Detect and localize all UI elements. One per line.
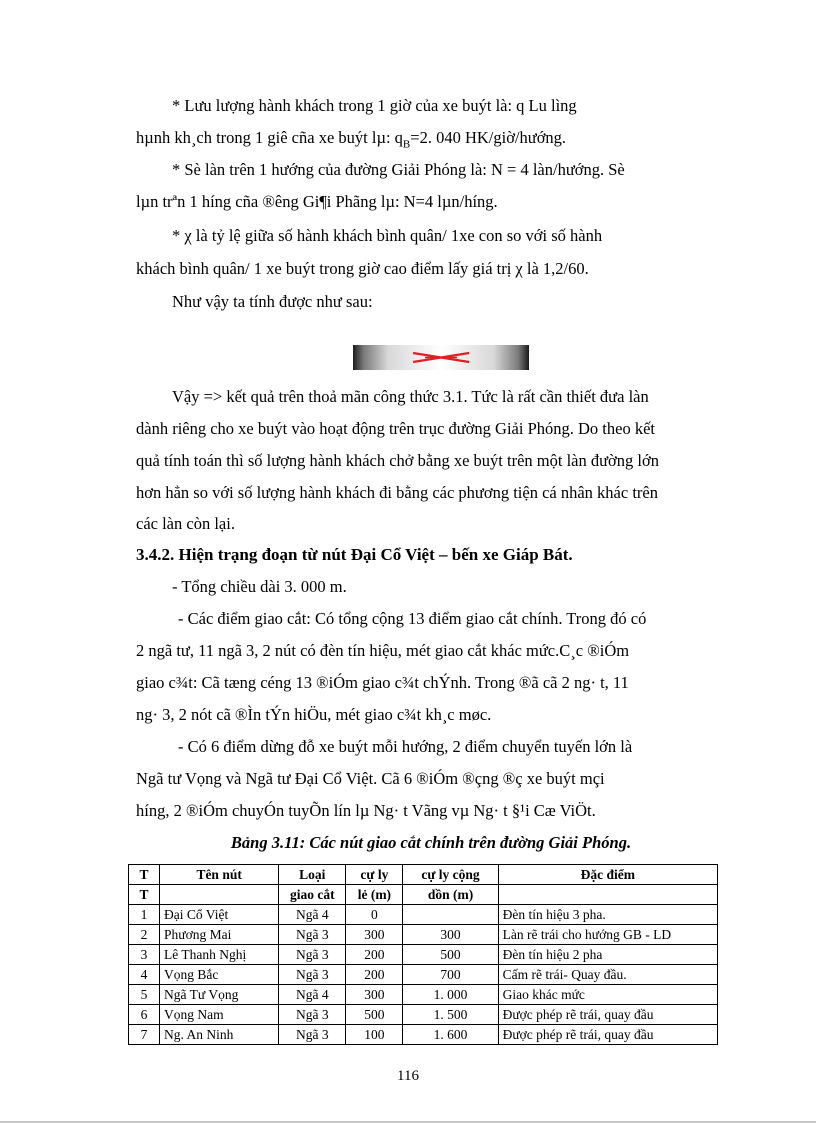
conclusion-line	[136, 514, 726, 534]
paragraph-text: - Tổng chiều dài 3. 000 m.	[172, 577, 347, 596]
table-cell: 0	[346, 905, 403, 925]
table-cell: Được phép rẽ trái, quay đầu	[498, 1025, 717, 1045]
table-cell: Ng. An Ninh	[160, 1025, 279, 1045]
header-cell: Loại	[279, 865, 346, 885]
paragraph-line	[172, 292, 762, 312]
table-cell: Phương Mai	[160, 925, 279, 945]
header-cell: T	[129, 865, 160, 885]
table-row	[129, 925, 718, 945]
table-cell: Ngã 4	[279, 985, 346, 1005]
section-line	[136, 641, 726, 661]
paragraph-line	[172, 160, 762, 180]
header-cell: Đặc điểm	[498, 865, 717, 885]
table-cell: 100	[346, 1025, 403, 1045]
table-cell: 1. 500	[403, 1005, 498, 1025]
conclusion-line	[136, 483, 726, 503]
table-cell: 300	[346, 925, 403, 945]
paragraph-text: lµn trªn 1 híng cña ®êng Gi¶i Phãng lµ: N=4 lµn/híng.	[136, 192, 498, 211]
paragraph-text: ng· 3, 2 nót cã ®Ìn tÝn hiÖu, mét giao c¾t kh¸c møc.	[136, 705, 492, 724]
table-row	[129, 985, 718, 1005]
table-cell: 4	[129, 965, 160, 985]
table-row	[129, 965, 718, 985]
table-cell: 1	[129, 905, 160, 925]
table-cell: Ngã 3	[279, 965, 346, 985]
table-cell: 6	[129, 1005, 160, 1025]
table-cell: 3	[129, 945, 160, 965]
table-cell: Ngã 3	[279, 1005, 346, 1025]
paragraph-text: - Các điểm giao cắt: Có tổng cộng 13 điểm giao cắt chính. Trong đó có	[178, 609, 647, 628]
table-cell: Lê Thanh Nghị	[160, 945, 279, 965]
paragraph-text: giao c¾t: Cã tæng céng 13 ®iÓm giao c¾t chÝnh. Trong ®ã cã 2 ng· t, 11	[136, 673, 629, 692]
table-cell: Đèn tín hiệu 3 pha.	[498, 905, 717, 925]
subscript: B	[402, 138, 411, 151]
table-cell: Đại Cổ Việt	[160, 905, 279, 925]
header-cell	[160, 885, 279, 905]
paragraph-text: hơn hẳn so với số lượng hành khách đi bằng các phương tiện cá nhân khác trên	[136, 483, 658, 502]
table-header-row	[129, 865, 718, 885]
paragraph-line	[136, 259, 726, 279]
header-cell: cự ly	[346, 865, 403, 885]
paragraph-text: * χ là tỷ lệ giữa số hành khách bình quân/ 1xe con so với số hành	[172, 226, 603, 245]
table-cell: Ngã Tư Vọng	[160, 985, 279, 1005]
section-line	[136, 705, 726, 725]
intersections-table	[128, 864, 718, 1045]
paragraph-text: =2. 040 HK/giờ/hướng.	[410, 128, 567, 147]
paragraph-line	[172, 96, 762, 116]
paragraph-text: Vậy => kết quả trên thoả mãn công thức 3.1. Tức là rất cần thiết đưa làn	[172, 387, 649, 406]
table-cell: Được phép rẽ trái, quay đầu	[498, 1005, 717, 1025]
table-header-row	[129, 885, 718, 905]
table-cell: Đèn tín hiệu 2 pha	[498, 945, 717, 965]
paragraph-text: * Lưu lượng hành khách trong 1 giờ của xe buýt là: q Lu lìng	[172, 96, 577, 115]
section-line	[136, 769, 726, 789]
table-cell: Vọng Bắc	[160, 965, 279, 985]
section-line	[136, 801, 726, 821]
paragraph-text: dành riêng cho xe buýt vào hoạt động trên trục đường Giải Phóng. Do theo kết	[136, 419, 655, 438]
table-cell: Cấm rẽ trái- Quay đầu.	[498, 965, 717, 985]
table-cell: 700	[403, 965, 498, 985]
section-heading	[136, 545, 726, 565]
paragraph-text: Ngã tư Vọng và Ngã tư Đại Cổ Việt. Cã 6 ®iÓm ®çng ®ç xe buýt mçi	[136, 769, 605, 788]
paragraph-text: khách bình quân/ 1 xe buýt trong giờ cao điểm lấy giá trị χ là 1,2/60.	[136, 259, 589, 278]
section-line	[172, 577, 762, 597]
section-line	[178, 737, 768, 757]
paragraph-text: - Có 6 điểm dừng đỗ xe buýt mỗi hướng, 2 điểm chuyển tuyến lớn là	[178, 737, 633, 756]
table-row	[129, 945, 718, 965]
conclusion-line	[136, 451, 726, 471]
conclusion-line	[136, 419, 726, 439]
table-row	[129, 905, 718, 925]
paragraph-text: * Sè làn trên 1 hướng của đường Giải Phóng là: N = 4 làn/hướng. Sè	[172, 160, 625, 179]
paragraph-text: híng, 2 ®iÓm chuyÓn tuyÕn lín lµ Ng· t Vãng vµ Ng· t §¹i Cæ ViÖt.	[136, 801, 596, 820]
paragraph-text: hµnh kh¸ch trong 1 giê cña xe buýt lµ: q	[136, 128, 403, 147]
formula-image	[353, 345, 529, 370]
paragraph-text: các làn còn lại.	[136, 514, 235, 533]
section-line	[136, 673, 726, 693]
table-cell: 5	[129, 985, 160, 1005]
table-row	[129, 1005, 718, 1025]
table-cell: 300	[346, 985, 403, 1005]
table-cell: 500	[346, 1005, 403, 1025]
paragraph-line	[136, 192, 726, 212]
paragraph-text: 2 ngã tư, 11 ngã 3, 2 nút có đèn tín hiệu, mét giao cắt khác mức.C¸c ®iÓm	[136, 641, 630, 660]
header-cell: lẻ (m)	[346, 885, 403, 905]
paragraph-text: Như vậy ta tính được như sau:	[172, 292, 373, 311]
table-cell: Ngã 3	[279, 1025, 346, 1045]
paragraph-line	[136, 128, 726, 154]
table-cell: 500	[403, 945, 498, 965]
header-cell: T	[129, 885, 160, 905]
table-cell: Vọng Nam	[160, 1005, 279, 1025]
conclusion-line	[172, 387, 762, 407]
table-cell: 1. 000	[403, 985, 498, 1005]
paragraph-line	[172, 226, 762, 246]
table-cell: Giao khác mức	[498, 985, 717, 1005]
table-cell: Làn rẽ trái cho hướng GB - LD	[498, 925, 717, 945]
table-cell: Ngã 3	[279, 925, 346, 945]
page-number: 116	[397, 1068, 419, 1084]
table-cell: 2	[129, 925, 160, 945]
table-cell: 300	[403, 925, 498, 945]
table-cell: 200	[346, 945, 403, 965]
table-cell: Ngã 3	[279, 945, 346, 965]
table-cell: 7	[129, 1025, 160, 1045]
table-cell: Ngã 4	[279, 905, 346, 925]
header-cell: Tên nút	[160, 865, 279, 885]
table-caption: Bảng 3.11: Các nút giao cắt chính trên đường Giải Phóng.	[230, 833, 632, 852]
section-line	[178, 609, 768, 629]
header-cell: cự ly cộng	[403, 865, 498, 885]
formula-cross-icon	[353, 345, 529, 370]
header-cell	[498, 885, 717, 905]
heading-text: 3.4.2. Hiện trạng đoạn từ nút Đại Cổ Việt – bến xe Giáp Bát.	[136, 545, 573, 564]
table-cell	[403, 905, 498, 925]
table-cell: 200	[346, 965, 403, 985]
header-cell: giao cắt	[279, 885, 346, 905]
table-cell: 1. 600	[403, 1025, 498, 1045]
paragraph-text: quả tính toán thì số lượng hành khách chở bằng xe buýt trên một làn đường lớn	[136, 451, 659, 470]
header-cell: dồn (m)	[403, 885, 498, 905]
table-row	[129, 1025, 718, 1045]
